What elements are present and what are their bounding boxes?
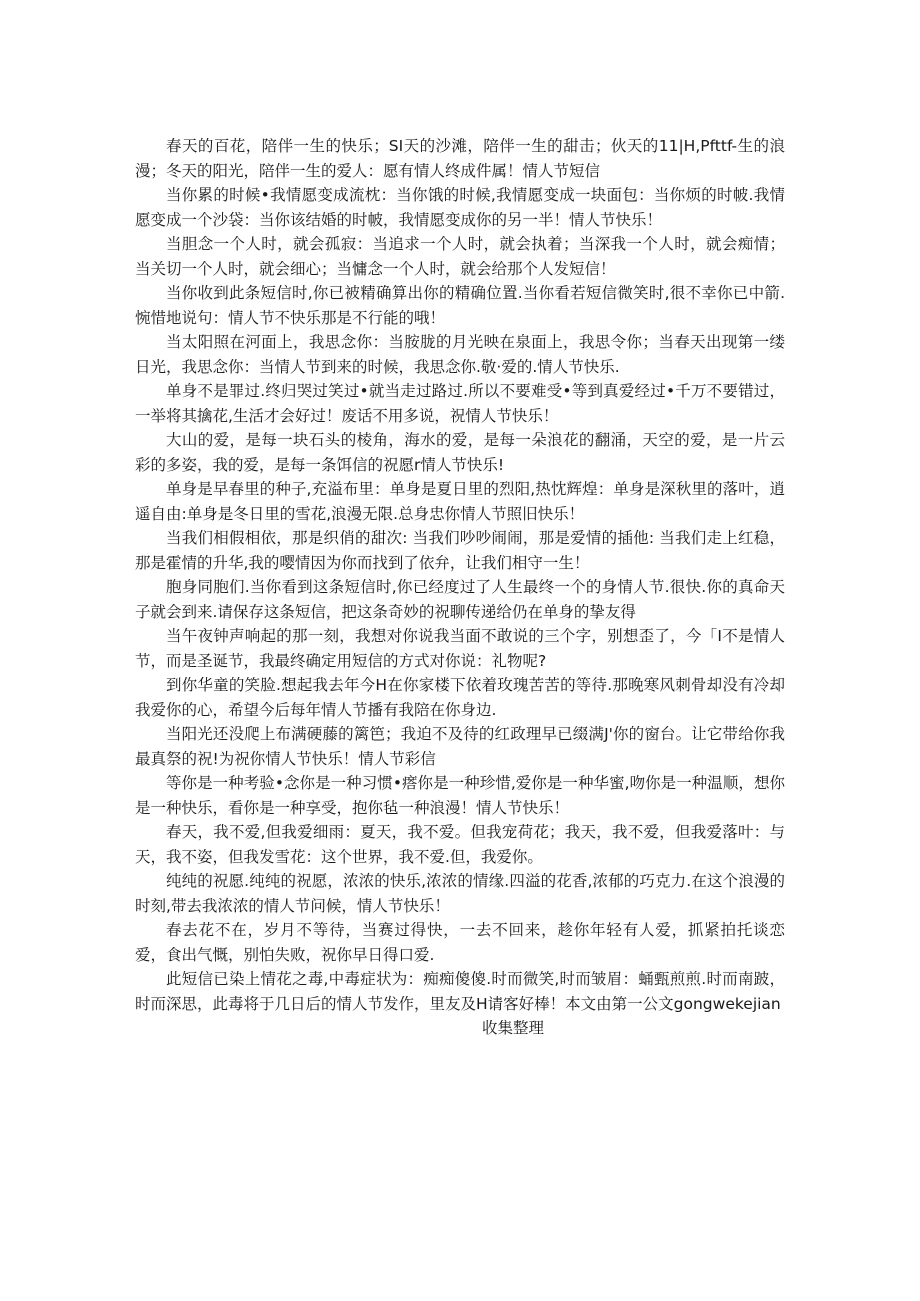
paragraph: 春去花不在，岁月不等待，当赛过得快，一去不回来，趁你年轻有人爱，抓紧拍托谈恋爱，食出气慨，别怕失败，祝你早日得口爱.	[135, 921, 785, 964]
credit-line: 收集整理	[481, 1019, 544, 1037]
paragraph: 单身是早春里的种子,充溢布里：单身是夏日里的烈阳,热忱辉煌：单身是深秋里的落叶，逍遥自由:单身是冬日里的雪花,浪漫无限.总身忠你情人节照旧快乐！	[135, 480, 785, 523]
paragraph: 等你是一种考验•念你是一种习惯•瘩你是一种珍惜,爱你是一种华蜜,吻你是一种温顺，想你是一种快乐，看你是一种享受，抱你毡一种浪漫！情人节快乐！	[135, 774, 785, 817]
paragraph: 纯纯的祝愿.纯纯的祝愿，浓浓的快乐,浓浓的情缘.四溢的花香,浓郁的巧克力.在这个浪漫的时刻,带去我浓浓的情人节问候，情人节快乐！	[135, 872, 785, 915]
paragraph: 胞身同胞们.当你看到这条短信时,你已经度过了人生最终一个的身情人节.很快.你的真命天子就会到来.请保存这条短信，把这条奇妙的祝聊传递给仍在单身的挚友得	[135, 578, 785, 621]
paragraph: 春天，我不爱,但我爱细雨：夏天，我不爱。但我宠荷花；我天，我不爱，但我爱落叶：与天，我不姿，但我发雪花：这个世界，我不爱.但，我爱你。	[135, 823, 785, 866]
paragraph: 当我们相假相依，那是织俏的甜次: 当我们吵吵闹闹，那是爱情的插他: 当我们走上红稳，那是霍情的升华,我的嘤情因为你而找到了依弁，让我们相守一生！	[135, 529, 785, 572]
paragraph: 当胆念一个人时，就会孤寂：当追求一个人时，就会执着；当深我一个人时，就会痴情；当关切一个人时，就会细心；当慵念一个人时，就会给那个人发短信！	[135, 235, 785, 278]
paragraph: 春天的百花，陪伴一生的快乐；SI天的沙滩，陪伴一生的甜击；伙天的11|H,Pfttf-生的浪漫；冬天的阳光，陪伴一生的爱人：愿有情人终成件属！情人节短信	[135, 137, 785, 180]
paragraph: 当午夜钟声响起的那一刻，我想对你说我当面不敢说的三个字，别想歪了，今「I不是情人节，而是圣诞节，我最终确定用短信的方式对你说：礼物呢?	[135, 627, 785, 670]
paragraph: 到你华童的笑脸.想起我去年今H在你家楼下依着玫瑰苦苦的等待.那晚寒风刺骨却没有冷却我爱你的心，希望今后每年情人节播有我陪在你身边.	[135, 676, 785, 719]
paragraph: 单身不是罪过.终归哭过笑过•就当走过路过.所以不要难受•等到真爱经过•千万不要错过，一举将其擒花,生活才会好过！废话不用多说，祝情人节快乐！	[135, 382, 785, 425]
document-body	[135, 134, 785, 1041]
paragraph: 当你累的时候•我情愿变成流枕：当你饿的时候,我情愿变成一块面包：当你烦的时帔.我情愿变成一个沙袋：当你该结婚的时帔，我情愿变成你的另一半！情人节快乐！	[135, 186, 785, 229]
paragraph: 当阳光还没爬上布满硬藤的篱笆；我迫不及待的红政理早已缀满J'你的窗台。让它带给你我最真祭的祝!为祝你情人节快乐！情人节彩信	[135, 725, 785, 768]
paragraph: 大山的爱，是每一块石头的棱角，海水的爱，是每一朵浪花的翻涌，天空的爱，是一片云彩的多姿，我的爱，是每一条饵信的祝愿r情人节快乐!	[135, 431, 785, 474]
paragraph: 当太阳照在河面上，我思念你：当胺胧的月光映在泉面上，我思令你；当春天出现第一缕日光，我思念你：当情人节到来的时候，我思念你.敬·爱的.情人节快乐.	[135, 333, 785, 376]
paragraph: 当你收到此条短信时,你已被精确算出你的精确位置.当你看若短信微笑时,很不幸你已中箭.惋惜地说句：情人节不快乐那是不行能的哦！	[135, 284, 785, 327]
paragraph: 此短信已染上情花之毒,中毒症状为：痴痴傻傻.时而微笑,时而皱眉：蛹甄煎煎.时而南跛，时而深思，此毒将于几日后的情人节发作，里友及H请客好棒！本文由第一公文gongwekejian	[135, 970, 785, 1013]
